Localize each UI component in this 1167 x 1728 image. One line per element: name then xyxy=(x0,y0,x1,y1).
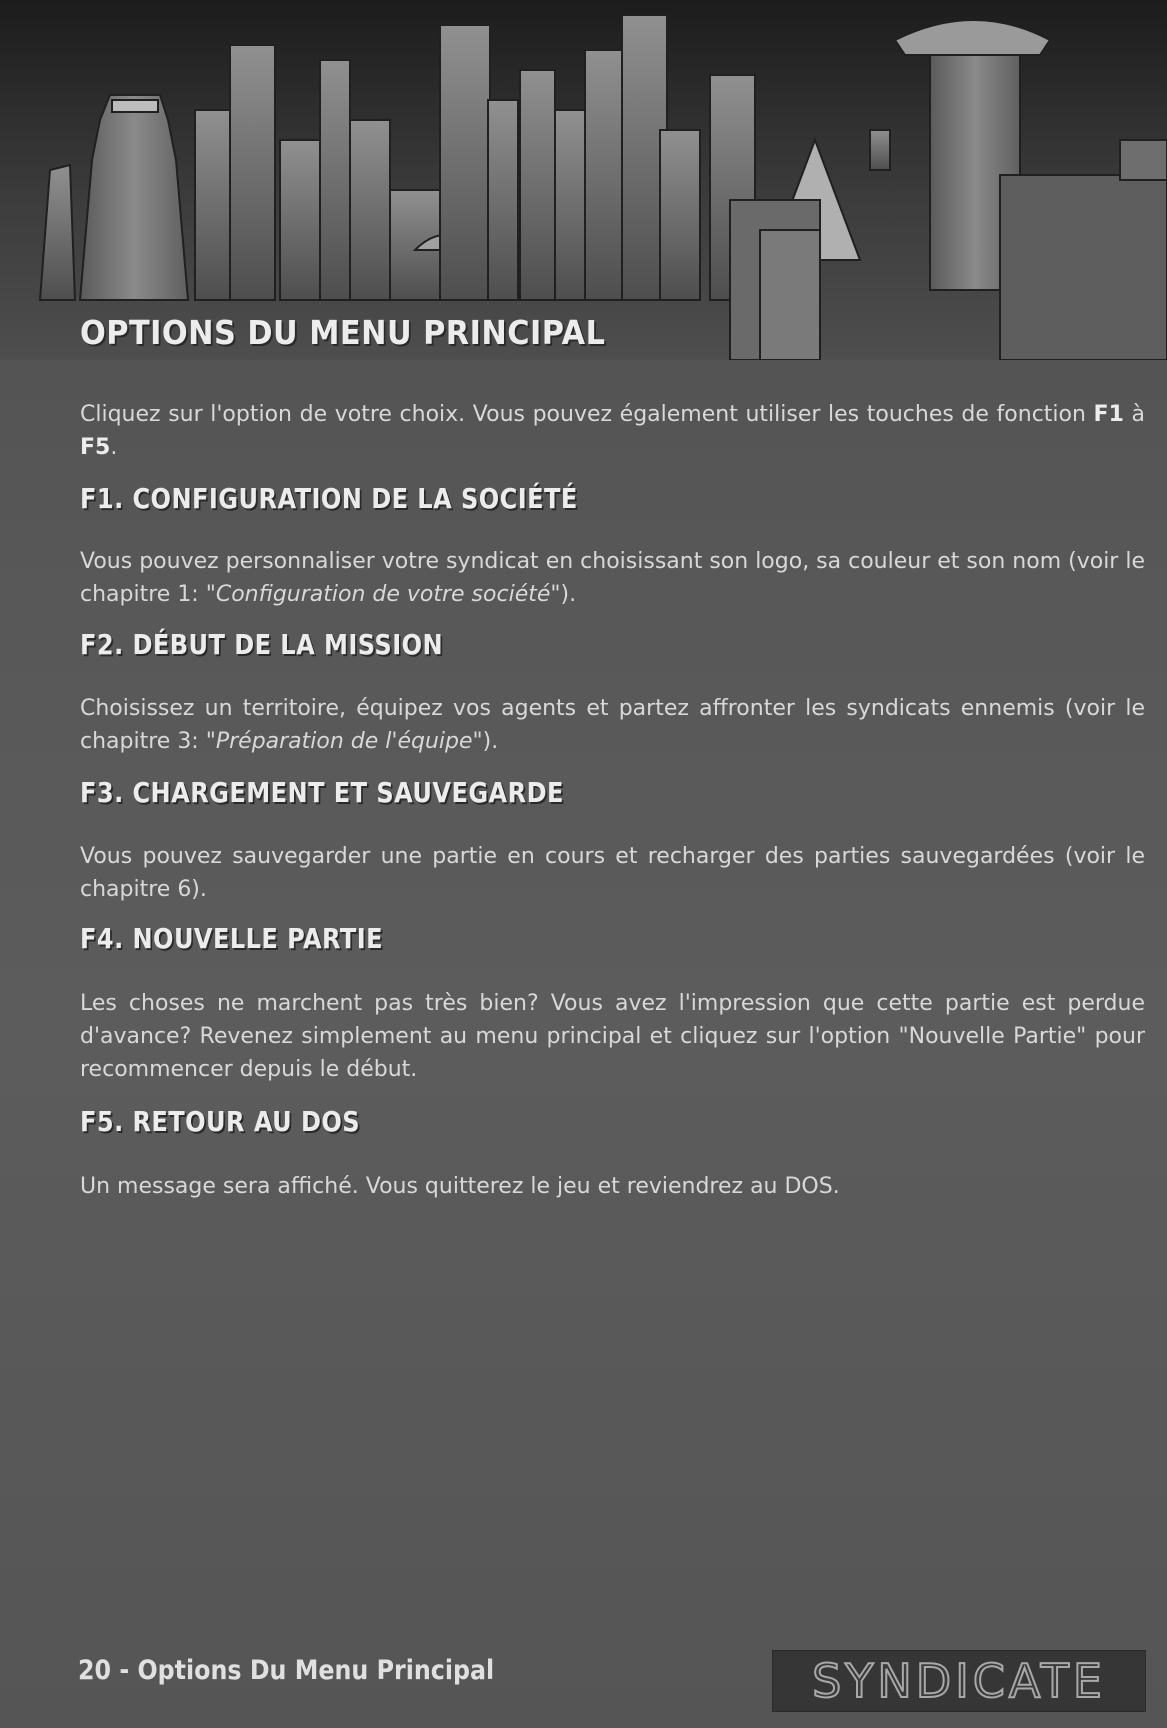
section-title-f3: F3. CHARGEMENT ET SAUVEGARDE xyxy=(80,776,564,809)
page-title: OPTIONS DU MENU PRINCIPAL xyxy=(80,313,606,352)
city-skyline-illustration xyxy=(0,0,1167,360)
intro-paragraph: Cliquez sur l'option de votre choix. Vous pouvez également utiliser les touches de fonction F1 à F5. xyxy=(80,402,1145,460)
section-text-f1: Vous pouvez personnaliser votre syndicat en choisissant son logo, sa couleur et son nom (voir le chapitre 1: "Configuration de votre société"). xyxy=(80,549,1145,607)
section-title-f1: F1. CONFIGURATION DE LA SOCIÉTÉ xyxy=(80,482,578,515)
page-footer-label: 20 - Options Du Menu Principal xyxy=(78,1655,495,1686)
syndicate-logo: SYNDICATE xyxy=(772,1650,1146,1712)
section-text-f2: Choisissez un territoire, équipez vos agents et partez affronter les syndicats ennemis (voir le chapitre 3: "Préparation de l'équipe"). xyxy=(80,696,1145,754)
section-text-f3: Vous pouvez sauvegarder une partie en cours et recharger des parties sauvegardées (voir le chapitre 6). xyxy=(80,844,1145,902)
section-text-f5: Un message sera affiché. Vous quitterez le jeu et reviendrez au DOS. xyxy=(80,1174,840,1199)
section-title-f5: F5. RETOUR AU DOS xyxy=(80,1105,361,1138)
section-title-f4: F4. NOUVELLE PARTIE xyxy=(80,922,384,955)
section-text-f4: Les choses ne marchent pas très bien? Vous avez l'impression que cette partie est perdue d'avance? Revenez simplement au menu principal et cliquez sur l'option "Nouvelle Partie" pour recommencer depuis le début. xyxy=(80,991,1145,1082)
section-title-f2: F2. DÉBUT DE LA MISSION xyxy=(80,628,444,661)
